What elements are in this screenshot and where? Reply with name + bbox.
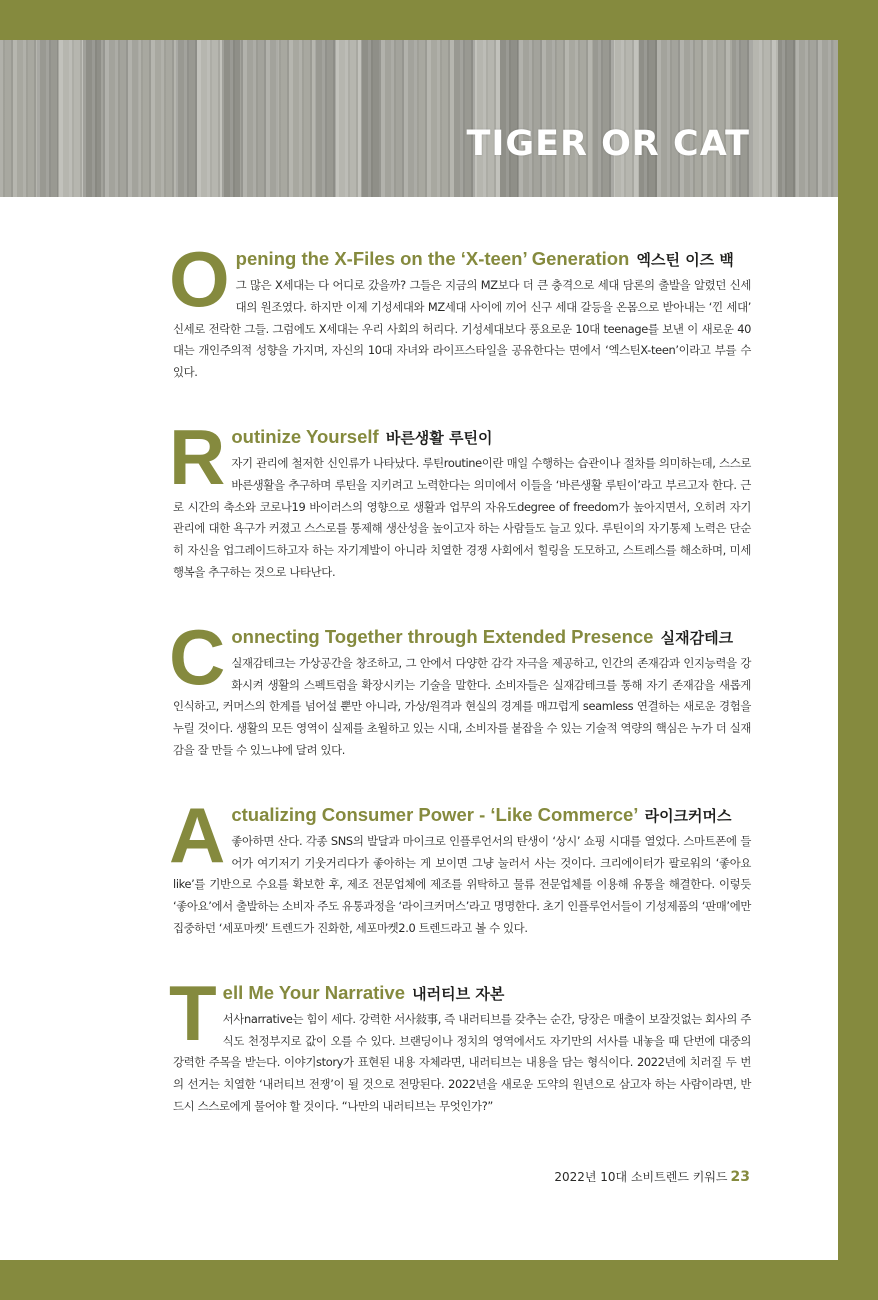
section-routine <box>169 412 751 584</box>
drop-cap: R <box>169 412 226 501</box>
section-presence <box>169 612 751 762</box>
bottom-band <box>0 1260 878 1300</box>
section-body: 그 많은 X세대는 다 어디로 갔을까? 그들은 지금의 MZ보다 더 큰 충격으로 세대 담론의 출발을 알렸던 신세대의 원조였다. 하지만 이제 기성세대와 MZ세대 사이에 끼어 신구 세대 갈등을 온몸으로 받아내는 ‘낀 세대’ 신세로 전락한 그들. 그럼에도 X세대는 우리 사회의 허리다. 기성세대보다 풍요로운 10대 teenage를 보낸 이 새로운 40대는 개인주의적 성향을 가지며, 자신의 10대 자녀와 라이프스타일을 공유한다는 면에서 ‘엑스틴X-teen’이라고 부를 수 있다. <box>173 278 751 380</box>
heading-ko: 엑스틴 이즈 백 <box>636 251 734 269</box>
section-heading <box>173 802 751 829</box>
page-number: 23 <box>730 1169 750 1185</box>
heading-ko: 실재감테크 <box>660 628 734 647</box>
section-body: 서사narrative는 힘이 세다. 강력한 서사敍事, 즉 내러티브를 갖추는 순간, 당장은 매출이 보잘것없는 회사의 주식도 천정부지로 값이 오를 수 있다. 브랜딩이나 정치의 영역에서도 자기만의 서사를 내놓을 때 단번에 대중의 강력한 주목을 받는다. 이야기story가 표현된 내용 자체라면, 내러티브는 내용을 담는 형식이다. 2022년에 치러질 두 번의 선거는 치열한 ‘내러티브 전쟁’이 될 것으로 전망된다. 2022년을 새로운 도약의 원년으로 삼고자 하는 사람이라면, 반드시 스스로에게 물어야 할 것이다. “나만의 내러티브는 무엇인가?” <box>173 1011 751 1113</box>
drop-cap: A <box>169 790 226 879</box>
section-heading <box>173 246 751 273</box>
page <box>0 40 838 1260</box>
section-like-commerce <box>169 790 751 940</box>
footer-text: 2022년 10대 소비트렌드 키워드 <box>554 1170 728 1184</box>
heading-en: onnecting Together through Extended Presence <box>231 625 654 647</box>
section-heading <box>173 624 751 651</box>
header-banner <box>0 40 838 197</box>
heading-ko: 라이크커머스 <box>644 806 732 825</box>
heading-en: ell Me Your Narrative <box>222 981 405 1003</box>
section-body: 자기 관리에 철저한 신인류가 나타났다. 루틴routine이란 매일 수행하는 습관이나 절차를 의미하는데, 스스로 바른생활을 추구하며 루틴을 지키려고 노력한다는 의미에서 이들을 ‘바른생활 루틴이’라고 부르고자 한다. 근로 시간의 축소와 코로나19 바이러스의 영향으로 생활과 업무의 자유도degree of freedom가 높아지면서, 오히려 자기 관리에 대한 욕구가 커졌고 스스로를 통제해 생산성을 높이고자 하는 사람들도 늘고 있다. 루틴이의 자기통제 노력은 단순히 자신을 업그레이드하고자 하는 자기계발이 아니라 치열한 경쟁 사회에서 힐링을 도모하고, 스트레스를 해소하며, 미세행복을 추구하는 것으로 나타난다. <box>173 455 751 579</box>
article-body <box>169 235 751 1158</box>
drop-cap: C <box>169 612 226 701</box>
banner-title: TIGER OR CAT <box>466 124 750 164</box>
heading-en: outinize Yourself <box>231 425 379 447</box>
section-heading <box>173 424 751 451</box>
heading-ko: 바른생활 루틴이 <box>385 428 493 447</box>
section-heading <box>173 980 751 1007</box>
section-x-teen <box>169 235 751 384</box>
section-narrative <box>169 968 751 1118</box>
drop-cap: T <box>169 968 217 1057</box>
heading-en: ctualizing Consumer Power - ‘Like Commerce’ <box>231 803 638 825</box>
heading-en: pening the X-Files on the ‘X-teen’ Generation <box>235 248 630 269</box>
heading-ko: 내러티브 자본 <box>412 984 505 1003</box>
drop-cap: O <box>169 235 230 323</box>
section-body: 좋아하면 산다. 각종 SNS의 발달과 마이크로 인플루언서의 탄생이 ‘상시’ 쇼핑 시대를 열었다. 스마트폰에 들어가 여기저기 기웃거리다가 좋아하는 게 보이면 그냥 눌러서 사는 것이다. 크리에이터가 팔로워의 ‘좋아요like’를 기반으로 수요를 확보한 후, 제조 전문업체에 제조를 위탁하고 물류 전문업체를 이용해 유통을 해결한다. 이렇듯 ‘좋아요’에서 출발하는 소비자 주도 유통과정을 ‘라이크커머스’라고 명명한다. 초기 인플루언서들이 기성제품의 ‘판매’에만 집중하던 ‘세포마켓’ 트렌드가 진화한, 세포마켓2.0 트렌드라고 볼 수 있다. <box>173 833 751 935</box>
page-footer <box>554 1168 750 1185</box>
section-body: 실재감테크는 가상공간을 창조하고, 그 안에서 다양한 감각 자극을 제공하고, 인간의 존재감과 인지능력을 강화시켜 생활의 스펙트럼을 확장시키는 기술을 말한다. 소비자들은 실재감테크를 통해 자기 존재감을 새롭게 인식하고, 커머스의 한계를 넘어설 뿐만 아니라, 가상/원격과 현실의 경계를 매끄럽게 seamless 연결하는 새로운 경험을 누릴 것이다. 생활의 모든 영역이 실제를 초월하고 있는 시대, 소비자를 붙잡을 수 있는 기술적 역량의 핵심은 누가 더 실재감을 잘 만들 수 있느냐에 달려 있다. <box>173 655 751 757</box>
